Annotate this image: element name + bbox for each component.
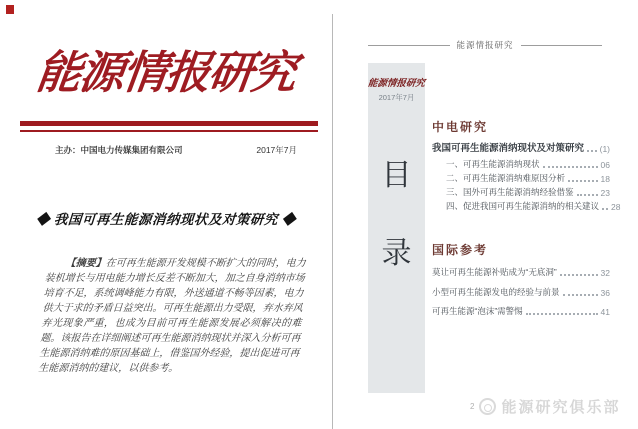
toc-entry [446,200,621,212]
masthead-rule-thick [20,121,318,126]
masthead-rule-thin [20,130,318,132]
dotted-leader [560,274,598,276]
toc-entry [432,266,610,278]
toc-entry-title: 小型可再生能源发电的经验与前景 [432,287,560,297]
toc-entry-title: 莫让可再生能源补贴成为“无底洞” [432,267,557,277]
toc-entry-title: 可再生能源“泡沫”需警惕 [432,306,523,316]
dotted-leader [577,194,598,196]
toc-list [430,0,621,429]
section-heading-international: 国际参考 [432,243,489,257]
toc-entry [432,305,610,317]
dotted-leader [543,166,598,168]
dotted-leader [563,294,598,296]
page-divider [332,14,333,429]
sidebar-masthead: 能源情报研究 [367,79,426,89]
abstract-paragraph [38,256,306,376]
dotted-leader [568,180,598,182]
abstract-label: 【摘要】 [65,258,107,269]
toc-entry [446,172,610,184]
toc-entry-page: 18 [600,174,610,184]
club-brand-name: 能源研究俱乐部 [501,399,621,416]
toc-entry [446,186,610,198]
toc-entry-title: 一、可再生能源消纳现状 [446,159,540,169]
club-logo-icon [479,398,496,415]
toc-entry [432,286,610,298]
toc-entry [432,140,610,154]
toc-entry-page: 06 [600,160,610,170]
masthead-title: 能源情报研究 [33,48,298,98]
toc-entry-title: 四、促进我国可再生能源消纳的相关建议 [446,201,600,211]
corner-mark [6,5,14,14]
toc-entry-page: 23 [600,188,610,198]
toc-entry-page: 36 [600,288,610,298]
publisher-label: 主办：中国电力传媒集团有限公司 [55,145,183,155]
cover-issue-date: 2017年7月 [256,145,297,155]
toc-entry-title: 我国可再生能源消纳现状及对策研究 [432,143,585,154]
toc-entry-page: 32 [600,268,610,278]
dotted-leader [602,208,608,210]
running-head-title: 能源情报研究 [456,40,514,50]
abstract-text: 在可再生能源开发规模不断扩大的同时，电力装机增长与用电能力增长反差不断加大，加之自身消纳市场培育不足，系统调峰能力有限，外送通道不畅等因素，电力供大于求的矛盾日益突出。可再生能源出力受限，弃水弃风弃光现象严重，也成为目前可再生能源发展必须解决的难题。该报告在详细阐述可再生能源消纳现状并深入分析可再生能源消纳难的原因基础上，借鉴国外经验，提出促进可再生能源消纳的建议，以供参考。 [37,258,307,374]
dotted-leader [587,150,597,152]
toc-entry-page: (1) [599,144,610,154]
footer-watermark [470,396,620,417]
toc-entry-title: 二、可再生能源消纳难原因分析 [446,173,566,183]
page-number: 2 [470,402,475,411]
sidebar-issue-date: 2017年7月 [378,93,415,102]
dotted-leader [526,313,598,315]
toc-entry-page: 28 [611,202,621,212]
toc-entry [446,158,610,170]
toc-entry-page: 41 [600,307,610,317]
article-title: ◆ 我国可再生能源消纳现状及对策研究 ◆ [35,212,297,227]
section-heading-domestic: 中电研究 [432,120,489,134]
toc-character-lu: 录 [381,237,412,270]
toc-character-mu: 目 [381,159,412,192]
publisher-row [55,144,297,156]
toc-entry-title: 三、国外可再生能源消纳经验借鉴 [446,187,574,197]
toc-sidebar [368,63,425,393]
